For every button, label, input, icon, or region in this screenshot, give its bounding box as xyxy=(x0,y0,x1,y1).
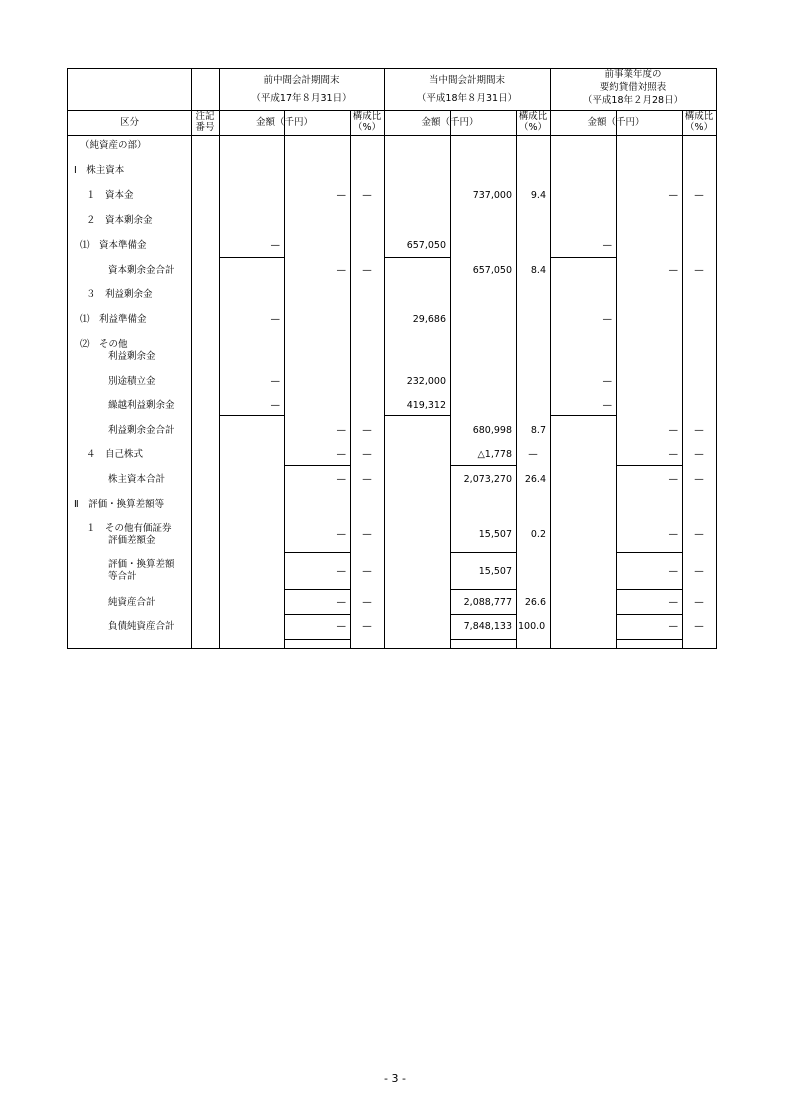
year-ratio: — xyxy=(694,529,704,540)
curr-ratio: 0.2 xyxy=(530,529,546,540)
col-divider xyxy=(219,69,220,648)
prev-detail: — xyxy=(270,376,280,387)
double-line xyxy=(450,639,516,640)
header-divider xyxy=(68,135,716,136)
prev-ratio: — xyxy=(362,597,372,608)
curr-total: △1,778 xyxy=(477,449,512,460)
header-divider xyxy=(68,110,716,111)
row-label: 評価差額金 xyxy=(108,535,156,546)
prev-total: — xyxy=(336,597,346,608)
curr-ratio: 26.4 xyxy=(524,474,546,485)
row-label: Ⅱ 評価・換算差額等 xyxy=(74,499,165,510)
total-line xyxy=(616,465,682,466)
header-period-prev-date: （平成17年８月31日） xyxy=(251,93,352,104)
header-period-year-2: 要約貸借対照表 xyxy=(599,82,667,93)
col-divider xyxy=(384,69,385,648)
prev-total: — xyxy=(336,474,346,485)
header-period-year-date: （平成18年２月28日） xyxy=(582,95,684,106)
row-label: 別途積立金 xyxy=(108,376,156,387)
row-label: 負債純資産合計 xyxy=(108,621,175,632)
curr-total: 737,000 xyxy=(472,190,512,201)
year-detail: — xyxy=(602,314,612,325)
row-label: ４ 自己株式 xyxy=(86,449,144,460)
year-detail: — xyxy=(602,376,612,387)
row-label: 資本剰余金合計 xyxy=(108,265,175,276)
subtotal-line xyxy=(219,415,284,416)
row-label: 株主資本合計 xyxy=(108,474,166,485)
row-label: 等合計 xyxy=(108,571,137,582)
prev-ratio: — xyxy=(362,474,372,485)
curr-ratio: — xyxy=(528,449,538,460)
page-number: - 3 - xyxy=(384,1072,406,1085)
curr-total: 7,848,133 xyxy=(463,621,512,632)
total-line xyxy=(284,614,350,615)
subtotal-line xyxy=(550,415,616,416)
row-label: ３ 利益剰余金 xyxy=(86,289,153,300)
header-period-curr-date: （平成18年８月31日） xyxy=(416,93,518,104)
row-label: 繰越利益剰余金 xyxy=(108,400,175,411)
total-line xyxy=(616,552,682,553)
prev-detail: — xyxy=(270,314,280,325)
header-amount: 金額（千円） xyxy=(255,117,313,128)
prev-total: — xyxy=(336,425,346,436)
col-divider xyxy=(191,69,192,648)
prev-ratio: — xyxy=(362,449,372,460)
curr-detail: 419,312 xyxy=(406,400,446,411)
curr-detail: 657,050 xyxy=(406,240,446,251)
header-amount: 金額（千円） xyxy=(587,117,645,128)
header-ratio: （%） xyxy=(352,122,382,133)
balance-sheet-table xyxy=(67,68,717,649)
year-ratio: — xyxy=(694,449,704,460)
total-line xyxy=(616,614,682,615)
year-total: — xyxy=(668,265,678,276)
total-line xyxy=(284,589,350,590)
total-line xyxy=(616,589,682,590)
row-label: （純資産の部） xyxy=(80,140,147,151)
col-divider xyxy=(550,69,551,648)
prev-total: — xyxy=(336,190,346,201)
year-detail: — xyxy=(602,400,612,411)
curr-total: 15,507 xyxy=(478,529,512,540)
year-total: — xyxy=(668,566,678,577)
row-label: 利益剰余金合計 xyxy=(108,425,175,436)
year-total: — xyxy=(668,474,678,485)
year-total: — xyxy=(668,621,678,632)
prev-ratio: — xyxy=(362,190,372,201)
row-label: Ⅰ 株主資本 xyxy=(74,165,125,176)
header-ratio: 構成比 xyxy=(518,111,548,122)
curr-total: 2,088,777 xyxy=(463,597,512,608)
prev-ratio: — xyxy=(362,621,372,632)
year-ratio: — xyxy=(694,597,704,608)
row-label: ⑵ その他 xyxy=(80,339,128,350)
row-label: １ 資本金 xyxy=(86,190,134,201)
curr-ratio: 9.4 xyxy=(530,190,546,201)
header-ratio: 構成比 xyxy=(684,111,714,122)
curr-ratio: 8.7 xyxy=(530,425,546,436)
header-period-curr: 当中間会計期間末 xyxy=(428,75,505,86)
row-label: ⑴ 利益準備金 xyxy=(80,314,147,325)
total-line xyxy=(450,552,516,553)
header-note: 注記 xyxy=(195,111,215,122)
year-total: — xyxy=(668,190,678,201)
year-ratio: — xyxy=(694,566,704,577)
row-label: 純資産合計 xyxy=(108,597,156,608)
curr-detail: 29,686 xyxy=(412,314,446,325)
prev-detail: — xyxy=(270,400,280,411)
header-kubun: 区分 xyxy=(119,117,139,128)
prev-ratio: — xyxy=(362,425,372,436)
year-ratio: — xyxy=(694,265,704,276)
row-label: 利益剰余金 xyxy=(108,351,156,362)
year-total: — xyxy=(668,449,678,460)
curr-ratio: 26.6 xyxy=(524,597,546,608)
prev-ratio: — xyxy=(362,265,372,276)
header-period-year-1: 前事業年度の xyxy=(604,69,662,80)
total-line xyxy=(450,589,516,590)
prev-total: — xyxy=(336,529,346,540)
year-total: — xyxy=(668,529,678,540)
year-ratio: — xyxy=(694,425,704,436)
double-line xyxy=(284,639,350,640)
subtotal-line xyxy=(219,257,284,258)
row-label: ⑴ 資本準備金 xyxy=(80,240,147,251)
total-line xyxy=(450,614,516,615)
curr-total: 2,073,270 xyxy=(463,474,512,485)
year-total: — xyxy=(668,597,678,608)
prev-detail: — xyxy=(270,240,280,251)
year-detail: — xyxy=(602,240,612,251)
prev-total: — xyxy=(336,265,346,276)
header-amount: 金額（千円） xyxy=(421,117,479,128)
row-label: 評価・換算差額 xyxy=(108,559,175,570)
subtotal-line xyxy=(550,257,616,258)
prev-total: — xyxy=(336,566,346,577)
row-label: ２ 資本剰余金 xyxy=(86,215,153,226)
prev-ratio: — xyxy=(362,566,372,577)
double-line xyxy=(616,639,682,640)
year-ratio: — xyxy=(694,621,704,632)
curr-total: 680,998 xyxy=(472,425,512,436)
header-ratio: （%） xyxy=(518,122,548,133)
prev-total: — xyxy=(336,449,346,460)
prev-total: — xyxy=(336,621,346,632)
header-period-prev: 前中間会計期間末 xyxy=(263,75,340,86)
row-label: １ その他有価証券 xyxy=(86,523,172,534)
header-note: 番号 xyxy=(195,122,215,133)
year-ratio: — xyxy=(694,190,704,201)
year-ratio: — xyxy=(694,474,704,485)
header-ratio: （%） xyxy=(684,122,714,133)
subtotal-line xyxy=(384,415,450,416)
subtotal-line xyxy=(384,257,450,258)
curr-ratio: 100.0 xyxy=(518,621,546,632)
total-line xyxy=(450,465,516,466)
header-ratio: 構成比 xyxy=(352,111,382,122)
curr-ratio: 8.4 xyxy=(530,265,546,276)
total-line xyxy=(284,465,350,466)
curr-detail: 232,000 xyxy=(406,376,446,387)
curr-total: 657,050 xyxy=(472,265,512,276)
total-line xyxy=(284,552,350,553)
curr-total: 15,507 xyxy=(478,566,512,577)
prev-ratio: — xyxy=(362,529,372,540)
year-total: — xyxy=(668,425,678,436)
